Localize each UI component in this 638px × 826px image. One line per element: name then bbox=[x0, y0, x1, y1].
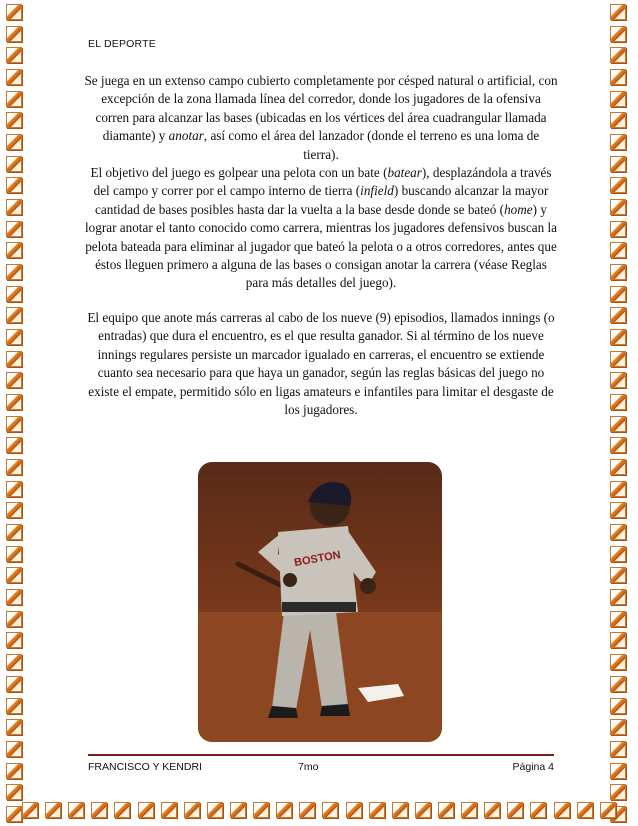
border-tile bbox=[610, 91, 626, 107]
border-tile bbox=[610, 26, 626, 42]
border-tile bbox=[610, 698, 626, 714]
border-tile bbox=[299, 802, 315, 818]
border-tile bbox=[610, 546, 626, 562]
border-tile bbox=[6, 806, 22, 822]
border-tile bbox=[6, 156, 22, 172]
border-tile bbox=[438, 802, 454, 818]
border-tile bbox=[610, 329, 626, 345]
border-tile bbox=[6, 221, 22, 237]
border-tile bbox=[610, 4, 626, 20]
border-tile bbox=[600, 802, 616, 818]
border-tile bbox=[610, 437, 626, 453]
border-tile bbox=[6, 394, 22, 410]
border-tile bbox=[6, 567, 22, 583]
border-tile bbox=[6, 91, 22, 107]
jersey-text: BOSTON bbox=[293, 549, 342, 570]
border-tile bbox=[6, 242, 22, 258]
border-tile bbox=[68, 802, 84, 818]
border-tile bbox=[6, 784, 22, 800]
border-tile bbox=[138, 802, 154, 818]
footer-page-number: Página 4 bbox=[512, 761, 554, 773]
border-tile bbox=[6, 502, 22, 518]
border-tile bbox=[610, 351, 626, 367]
border-tile bbox=[610, 524, 626, 540]
border-tile bbox=[6, 676, 22, 692]
border-tile bbox=[184, 802, 200, 818]
border-tile bbox=[230, 802, 246, 818]
border-tile bbox=[6, 112, 22, 128]
border-tile bbox=[610, 416, 626, 432]
baseball-player-photo bbox=[198, 462, 442, 742]
border-tile bbox=[6, 372, 22, 388]
border-tile bbox=[6, 307, 22, 323]
paragraph-field: Se juega en un extenso campo cubierto completamente por césped natural o artificial, con excepción de la zona llamada línea del corredor, donde los jugadores de la ofensiva corren para alcanzar las bases (ubicadas en los vértices del área cuadrangular llamada diamante) y anotar, así como el área del lanzador (donde el terreno es una loma de tierra). bbox=[84, 73, 558, 162]
border-tile bbox=[6, 611, 22, 627]
border-tile bbox=[610, 112, 626, 128]
border-tile bbox=[6, 654, 22, 670]
border-tile bbox=[577, 802, 593, 818]
paragraph-innings: El equipo que anote más carreras al cabo de los nueve (9) episodios, llamados innings (o entradas) que dura el encuentro, es el que resulta ganador. Si al término de los nueve innings regulares persiste un marcador igualado en carreras, el encuentro se extiende cuanto sea necesario para que haya un ganador, según las reglas básicas del juego no existe el empate, permitido sólo en ligas amateurs e infantiles para limitar el desgaste de los jugadores. bbox=[87, 310, 555, 418]
border-tile bbox=[610, 134, 626, 150]
footer-authors: FRANCISCO Y KENDRI bbox=[88, 761, 202, 773]
border-tile bbox=[610, 264, 626, 280]
border-tile bbox=[610, 632, 626, 648]
border-tile bbox=[253, 802, 269, 818]
border-tile bbox=[610, 221, 626, 237]
border-tile bbox=[610, 481, 626, 497]
border-tile bbox=[322, 802, 338, 818]
footer-grade: 7mo bbox=[298, 761, 319, 773]
border-tile bbox=[6, 632, 22, 648]
border-tile bbox=[22, 802, 38, 818]
border-tile bbox=[6, 134, 22, 150]
border-tile bbox=[610, 286, 626, 302]
border-tile bbox=[610, 676, 626, 692]
footer-rule bbox=[88, 754, 554, 756]
right-border bbox=[610, 0, 632, 826]
paragraph-objective: El objetivo del juego es golpear una pelota con un bate (batear), desplazándola a través del campo y correr por el campo interno de tierra (infield) buscando alcanzar la mayor cantidad de bases posibles hasta dar la vuelta a la base desde donde se bateó (home) y lograr anotar el tanto conocido como carrera, mientras los jugadores defensivos buscan la pelota bateada para eliminar al jugador que bateó la pelota o a otros corredores, antes que éstos lleguen primero a alguna de las bases o consigan anotar la carrera (véase Reglas para más detalles del juego). bbox=[84, 165, 557, 291]
border-tile bbox=[369, 802, 385, 818]
border-tile bbox=[6, 459, 22, 475]
border-tile bbox=[610, 763, 626, 779]
border-tile bbox=[6, 351, 22, 367]
border-tile bbox=[392, 802, 408, 818]
border-tile bbox=[610, 372, 626, 388]
border-tile bbox=[507, 802, 523, 818]
border-tile bbox=[610, 199, 626, 215]
border-tile bbox=[610, 567, 626, 583]
border-tile bbox=[6, 177, 22, 193]
bottom-border bbox=[22, 802, 616, 822]
border-tile bbox=[610, 242, 626, 258]
border-tile bbox=[610, 741, 626, 757]
left-border bbox=[6, 0, 28, 826]
border-tile bbox=[6, 546, 22, 562]
border-tile bbox=[484, 802, 500, 818]
border-tile bbox=[6, 47, 22, 63]
border-tile bbox=[6, 437, 22, 453]
border-tile bbox=[6, 329, 22, 345]
border-tile bbox=[276, 802, 292, 818]
border-tile bbox=[161, 802, 177, 818]
border-tile bbox=[6, 416, 22, 432]
page-footer bbox=[88, 761, 554, 777]
border-tile bbox=[207, 802, 223, 818]
border-tile bbox=[610, 589, 626, 605]
border-tile bbox=[610, 654, 626, 670]
border-tile bbox=[610, 719, 626, 735]
border-tile bbox=[610, 611, 626, 627]
border-tile bbox=[6, 26, 22, 42]
border-tile bbox=[610, 784, 626, 800]
border-tile bbox=[6, 719, 22, 735]
border-tile bbox=[610, 307, 626, 323]
border-tile bbox=[45, 802, 61, 818]
border-tile bbox=[91, 802, 107, 818]
border-tile bbox=[610, 177, 626, 193]
border-tile bbox=[6, 763, 22, 779]
border-tile bbox=[610, 394, 626, 410]
border-tile bbox=[6, 199, 22, 215]
border-tile bbox=[6, 589, 22, 605]
border-tile bbox=[610, 502, 626, 518]
border-tile bbox=[461, 802, 477, 818]
border-tile bbox=[610, 156, 626, 172]
border-tile bbox=[415, 802, 431, 818]
border-tile bbox=[346, 802, 362, 818]
border-tile bbox=[554, 802, 570, 818]
page-header: EL DEPORTE bbox=[88, 38, 156, 50]
border-tile bbox=[6, 741, 22, 757]
border-tile bbox=[530, 802, 546, 818]
border-tile bbox=[610, 47, 626, 63]
border-tile bbox=[6, 69, 22, 85]
border-tile bbox=[610, 459, 626, 475]
border-tile bbox=[6, 286, 22, 302]
border-tile bbox=[6, 698, 22, 714]
border-tile bbox=[6, 264, 22, 280]
border-tile bbox=[6, 524, 22, 540]
border-tile bbox=[6, 4, 22, 20]
border-tile bbox=[114, 802, 130, 818]
border-tile bbox=[6, 481, 22, 497]
border-tile bbox=[610, 69, 626, 85]
